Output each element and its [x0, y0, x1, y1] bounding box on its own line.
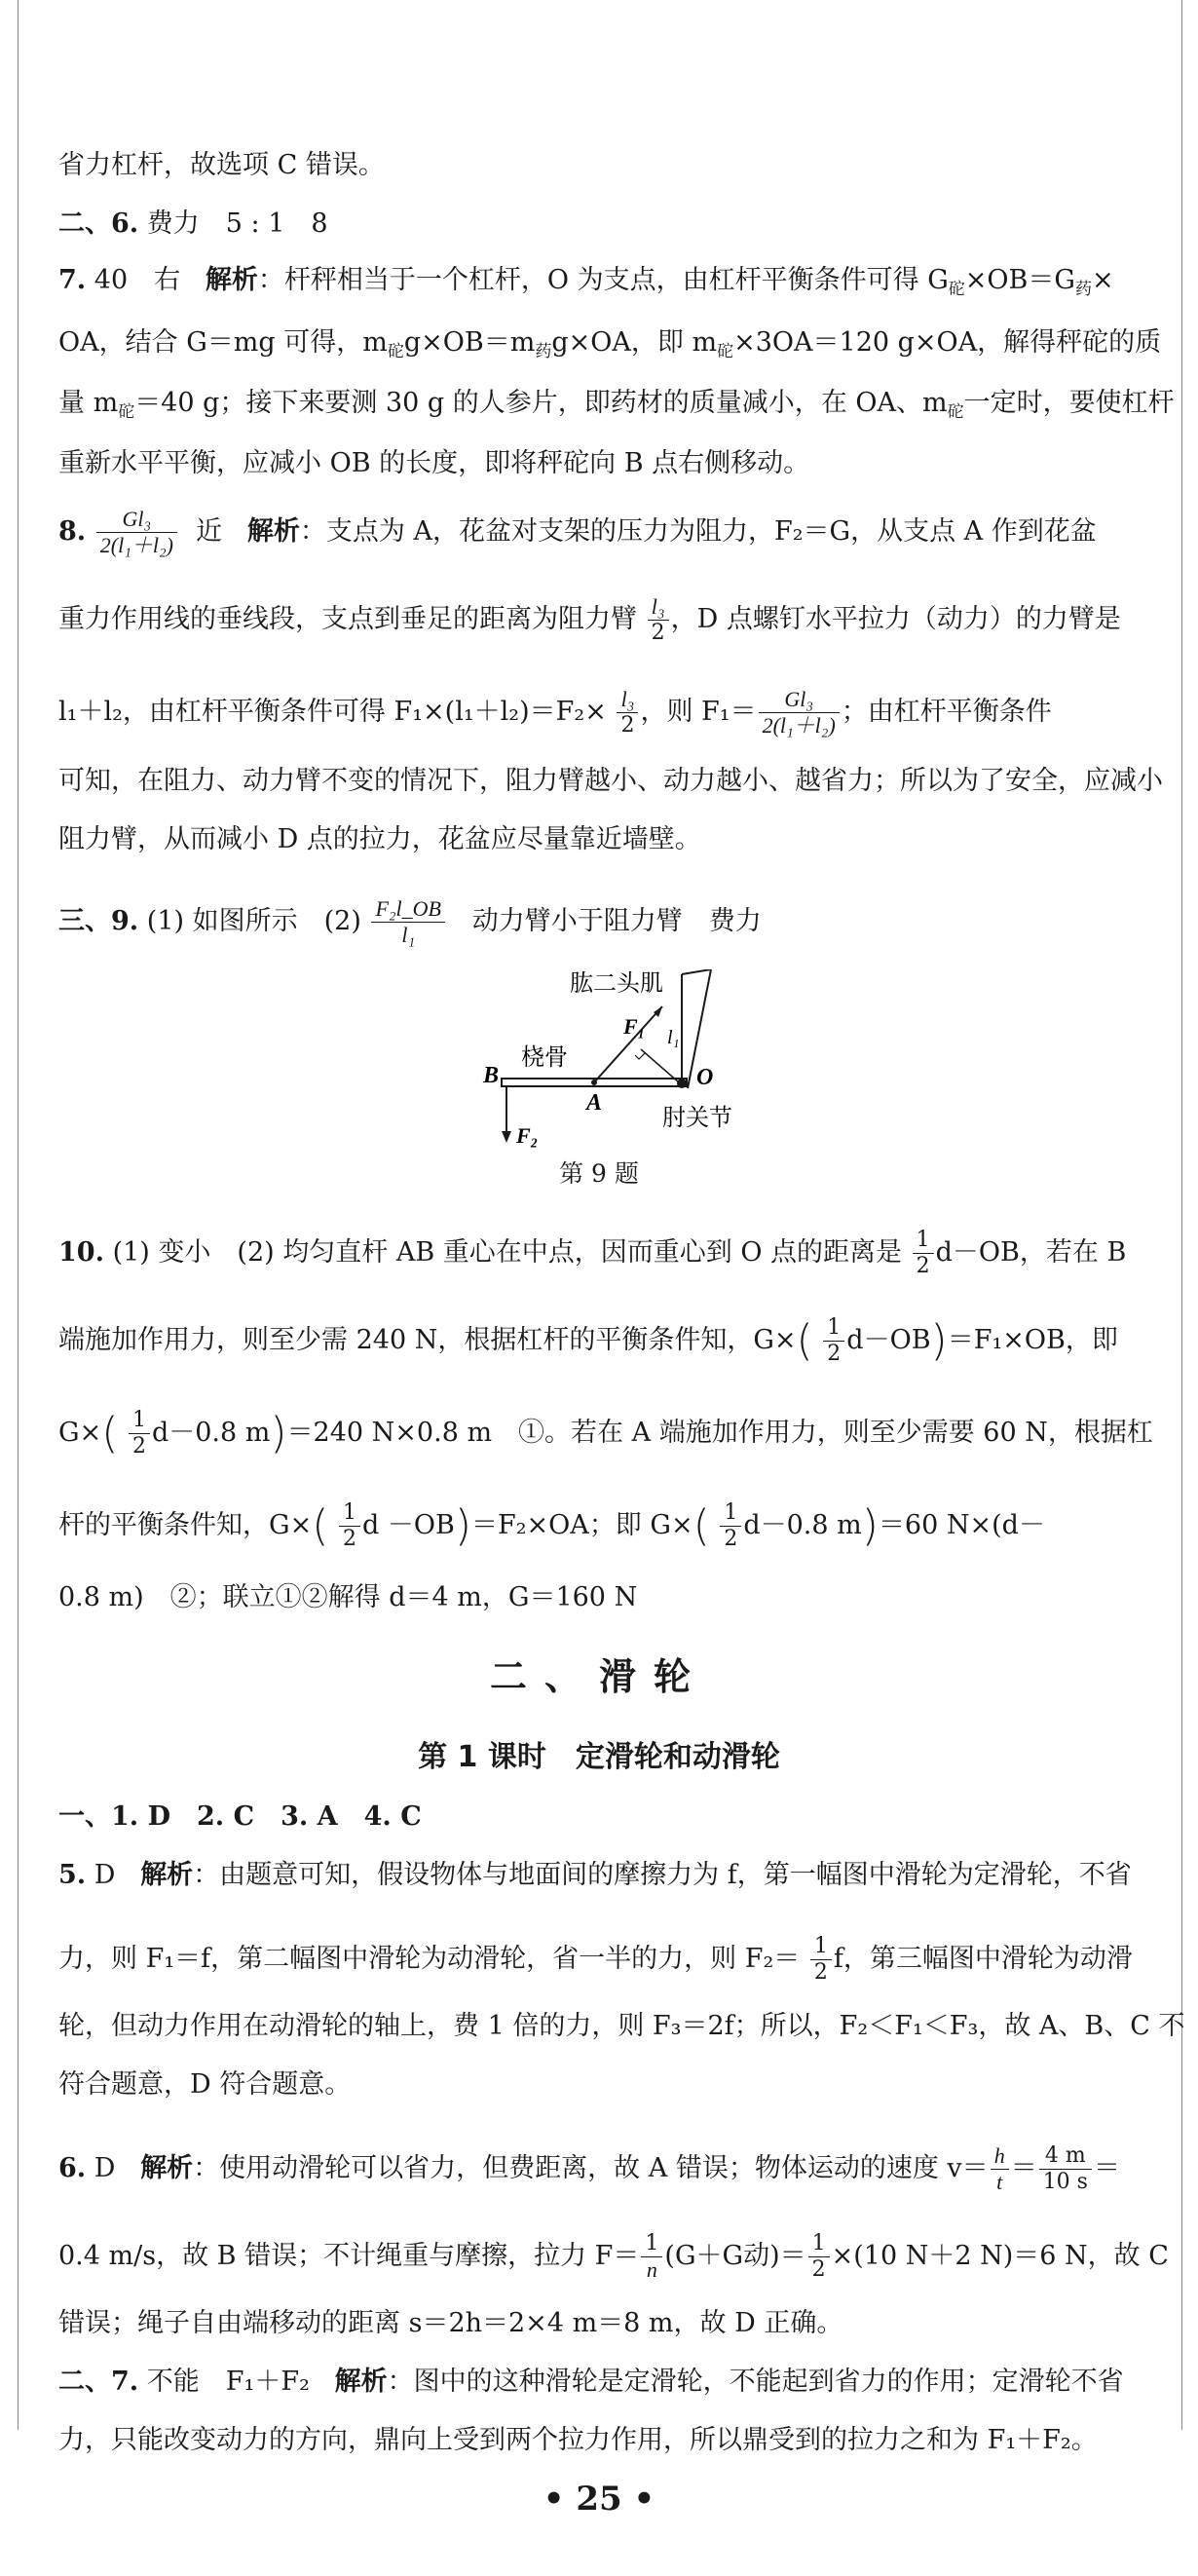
- answer-p6-line3: 错误；绳子自由端移动的距离 s＝2h＝2×4 m＝8 m，故 D 正确。: [58, 2308, 843, 2338]
- fraction-l3-over-2: $\frac{\text{l₃}}{2}$: [648, 594, 669, 646]
- joint-o-point: [677, 1079, 687, 1088]
- answer-q6: 二、6. 费力 5 : 1 8: [58, 208, 328, 239]
- label-biceps: 肱二头肌: [570, 969, 663, 997]
- answer-q10-line4: 杆的平衡条件知，G×( $\frac{1}{2}$ d －OB)＝F₂×OA；即 G×( $\frac{1}{2}$ d－0.8 m)＝60 N×(d－: [58, 1500, 1045, 1551]
- answer-p7: 二、7. 不能 F₁＋F₂ 解析：图中的这种滑轮是定滑轮，不能起到省力的作用；定滑轮不省: [58, 2367, 1124, 2397]
- fraction-half: $\frac{1}{2}$: [913, 1228, 934, 1279]
- fraction-half-p5: $\frac{1}{2}$: [810, 1934, 832, 1986]
- label-radius: 桡骨: [521, 1043, 568, 1071]
- answer-p6-line2: 0.4 m/s，故 B 错误；不计绳重与摩擦，拉力 F＝ $\frac{1}{n}$ (G＋G动)＝ $\frac{1}{2}$ ×(10 N＋2 N)＝6 N，故 C: [58, 2231, 1169, 2282]
- left-margin-rule: [18, 0, 19, 2430]
- page-number: • 25 •: [543, 2480, 655, 2519]
- right-angle-mark: [635, 1053, 645, 1059]
- answer-q10-line2: 端施加作用力，则至少需 240 N，根据杠杆的平衡条件知，G×( $\frac{1}{2}$ d－OB)＝F₁×OB，即: [58, 1315, 1118, 1366]
- answer-q10: 10. (1) 变小 (2) 均匀直杆 AB 重心在中点，因而重心到 O 点的距离是 $\frac{1}{2}$ d－OB，若在 B: [58, 1228, 1127, 1278]
- answer-q10-line5: 0.8 m) ②；联立①②解得 d＝4 m，G＝160 N: [58, 1582, 638, 1612]
- answer-p5-line4: 符合题意，D 符合题意。: [58, 2069, 352, 2100]
- answers-1-4: 一、1. D 2. C 3. A 4. C: [58, 1801, 422, 1832]
- lever-arm-figure: [477, 969, 769, 1155]
- label-elbow-joint: 肘关节: [662, 1104, 732, 1131]
- answer-q8-line2: 重力作用线的垂线段，支点到垂足的距离为阻力臂 $\frac{\text{l₃}}{2}$ ，D 点螺钉水平拉力（动力）的力臂是: [58, 594, 1121, 645]
- label-f2: F₂: [516, 1123, 539, 1148]
- right-margin-rule: [1181, 0, 1182, 2430]
- answer-q7-line2: OA，结合 G＝mg 可得，$m_砣g\times OB=m_药g\times OA$，即 $m_砣\times 3OA=120$ g×OA，解得秤砣的质: [58, 327, 1162, 361]
- answer-p5: 5. D 解析：由题意可知，假设物体与地面间的摩擦力为 f，第一幅图中滑轮为定滑轮，不省: [58, 1860, 1132, 1890]
- muscle-line-2: [682, 969, 711, 974]
- answer-q8-line5: 阻力臂，从而减小 D 点的拉力，花盆应尽量靠近墙壁。: [58, 824, 701, 854]
- fraction-1-over-n: $\frac{1}{n}$: [641, 2231, 662, 2283]
- label-f1: F₁: [623, 1014, 646, 1039]
- answer-q8: 8. $\frac{\text{Gl₃}}{\text{2(l₁＋l₂)}}$ 近 解析：支点为 A，花盆对支架的压力为阻力，F₂＝G，从支点 A 作到花盆: [58, 507, 1097, 557]
- fraction-half-2: $\frac{1}{2}$: [823, 1315, 844, 1367]
- fraction-l3-over-2-b: $\frac{\text{l₃}}{2}$: [617, 687, 638, 739]
- answer-p5-line2: 力，则 F₁＝f，第二幅图中滑轮为动滑轮，省一半的力，则 F₂＝ $\frac{1}{2}$ f，第三幅图中滑轮为动滑: [58, 1934, 1133, 1985]
- label-o: O: [696, 1065, 714, 1090]
- fraction-q9: $\frac{\text{F₂l\_OB}}{\text{l₁}}$: [371, 896, 445, 948]
- fraction-q8-answer: $\frac{\text{Gl₃}}{\text{2(l₁＋l₂)}}$: [96, 507, 177, 558]
- section-heading: 二、滑轮: [489, 1655, 708, 1698]
- answer-q7: 7. 40 右 解析：杆秤相当于一个杠杆，O 为支点，由杠杆平衡条件可得 $G_砣\times OB=G_药\times$: [58, 265, 1114, 299]
- label-l1: l₁: [667, 1027, 680, 1048]
- answer-q10-line3: G×( $\frac{1}{2}$ d－0.8 m)＝240 N×0.8 m ①。若在 A 端施加作用力，则至少需要 60 N，根据杠: [58, 1408, 1153, 1458]
- force-f2-arrow: [502, 1131, 511, 1143]
- answer-p5-line3: 轮，但动力作用在动滑轮的轴上，费 1 倍的力，则 F₃＝2f；所以，F₂＜F₁＜F₃，故 A、B、C 不: [58, 2011, 1185, 2041]
- fraction-h-over-t: $\frac{h}{t}$: [991, 2143, 1009, 2195]
- lesson-heading: 第 1 课时 定滑轮和动滑轮: [418, 1740, 780, 1774]
- point-a: [591, 1080, 597, 1085]
- figure-caption: 第 9 题: [559, 1159, 639, 1188]
- fraction-half-5: $\frac{1}{2}$: [720, 1500, 741, 1552]
- answer-q8-line4: 可知，在阻力、动力臂不变的情况下，阻力臂越小、动力越小、越省力；所以为了安全，应减小: [58, 766, 1163, 796]
- answer-q9: 三、9. (1) 如图所示 (2) $\frac{\text{F₂l\_OB}}{\text{l₁}}$ 动力臂小于阻力臂 费力: [58, 896, 762, 947]
- label-b: B: [483, 1063, 500, 1088]
- label-a: A: [586, 1090, 603, 1116]
- fraction-1-over-2: $\frac{1}{2}$: [808, 2231, 830, 2283]
- fraction-f1: $\frac{\text{Gl₃}}{\text{2(l₁＋l₂)}}$: [759, 687, 840, 739]
- fraction-4m-over-10s: $\frac{4 m}{10 s}$: [1039, 2143, 1092, 2195]
- answer-p6: 6. D 解析：使用动滑轮可以省力，但费距离，故 A 错误；物体运动的速度 v＝ $\frac{h}{t}$ ＝ $\frac{4 m}{10 s}$ ＝: [58, 2143, 1120, 2194]
- lever-arm-l1: [641, 1049, 679, 1082]
- answer-q7-line4: 重新水平平衡，应减小 OB 的长度，即将秤砣向 B 点右侧移动。: [58, 448, 810, 478]
- fraction-half-3: $\frac{1}{2}$: [129, 1408, 150, 1459]
- answer-q7-line3: 量 $m_砣=40$ g；接下来要测 30 g 的人参片，即药材的质量减小，在 OA、$m_砣$一定时，要使杠杆: [58, 388, 1175, 422]
- fraction-half-4: $\frac{1}{2}$: [339, 1500, 360, 1552]
- answer-p7-line2: 力，只能改变动力的方向，鼎向上受到两个拉力作用，所以鼎受到的拉力之和为 F₁＋F₂。: [58, 2425, 1098, 2455]
- continuation-line: 省力杠杆，故选项 C 错误。: [58, 150, 385, 180]
- answer-q8-line3: l₁＋l₂，由杠杆平衡条件可得 F₁×(l₁＋l₂)＝F₂× $\frac{\text{l₃}}{2}$ ，则 F₁＝ $\frac{\text{Gl₃}}{\text{2(l₁＋l₂)}}$ ；由杠杆平衡条件: [58, 687, 1052, 738]
